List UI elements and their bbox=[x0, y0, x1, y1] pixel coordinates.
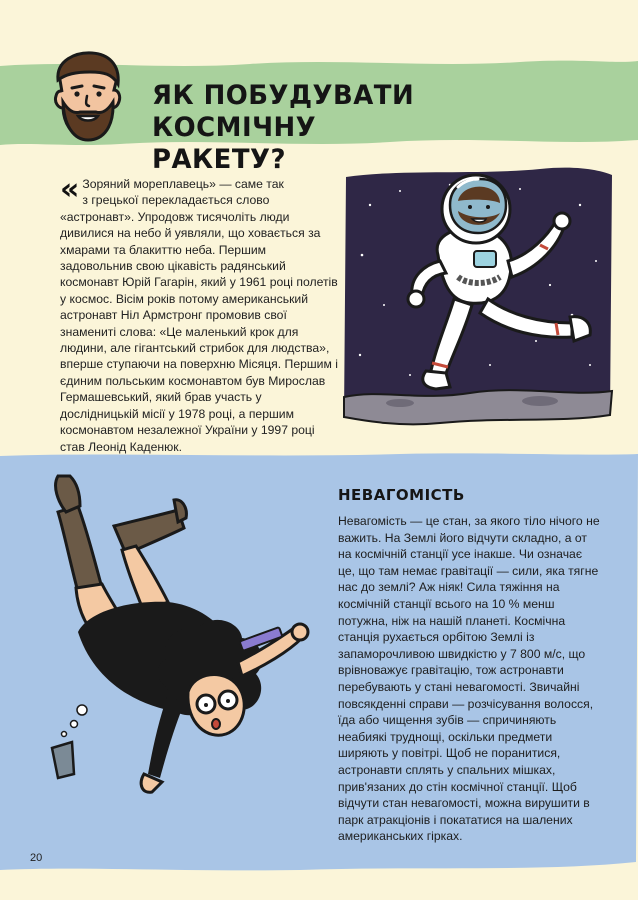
page-number: 20 bbox=[30, 852, 43, 864]
page-title-line1: ЯК ПОБУДУВАТИ bbox=[152, 80, 415, 111]
astronaut-illustration bbox=[340, 165, 616, 429]
author-avatar bbox=[46, 50, 130, 142]
weightlessness-text: Невагомість — це стан, за якого тіло нічого не важить. На Землі його відчути складно, а от на космічній станції усе інакше. Чи означає це, що там немає гравітації — сили, яка тягне нас до землі? Аж ніяк! Сила тяжіння на космічній станції всього на 10 % менш потужна, ніж на нашій планеті. Космічна станція рухається орбітою Землі із запаморочливою швидкістю у 7 800 м/с, що врівноважує гравітацію, тож астронавти перебувають у стані невагомості. Звичайні повсякденні справи — розчісування волосся, їда або чищення зубів — спричиняють неабиякі труднощі, оскільки предмети ширяють у повітрі. Щоб не поранитися, астронавти сплять у спальних мішках, прив'язаних до стін космічної станції. Щоб відчути стан невагомості, можна вирушити в парк атракціонів і покататися на шалених американських гірках. bbox=[338, 514, 600, 844]
page-title bbox=[152, 80, 440, 176]
floating-girl-illustration bbox=[18, 462, 318, 812]
intro-paragraph bbox=[60, 172, 338, 455]
page-title-line2: КОСМІЧНУ РАКЕТУ? bbox=[152, 112, 317, 175]
intro-first-line: Зоряний мореплавець» — саме так bbox=[82, 177, 284, 191]
quote-mark: « bbox=[60, 172, 80, 207]
weightlessness-title: НЕВАГОМІСТЬ bbox=[338, 486, 465, 504]
intro-text: з грецької перекладається слово «астронавт». Упродовж тисячоліть люди дивилися на небо й уявляли, що ховається за хмарами та блакиттю неба. Першим задовольнив свою цікавість радянський космонавт Юрій Гагарін, який у 1961 році полетів у космос. Вісім років потому американський астронавт Ніл Армстронг промовив свої знамениті слова: «Це маленький крок для людини, але гігантський стрибок для людства», вперше ступаючи на поверхню Місяця. Першим і єдиним польським космонавтом був Мирослав Гермашевський, який брав участь у дослідницькій місії у 1978 році, а першим космонавтом незалежної України у 1997 році став Леонід Каденюк. bbox=[60, 193, 338, 454]
